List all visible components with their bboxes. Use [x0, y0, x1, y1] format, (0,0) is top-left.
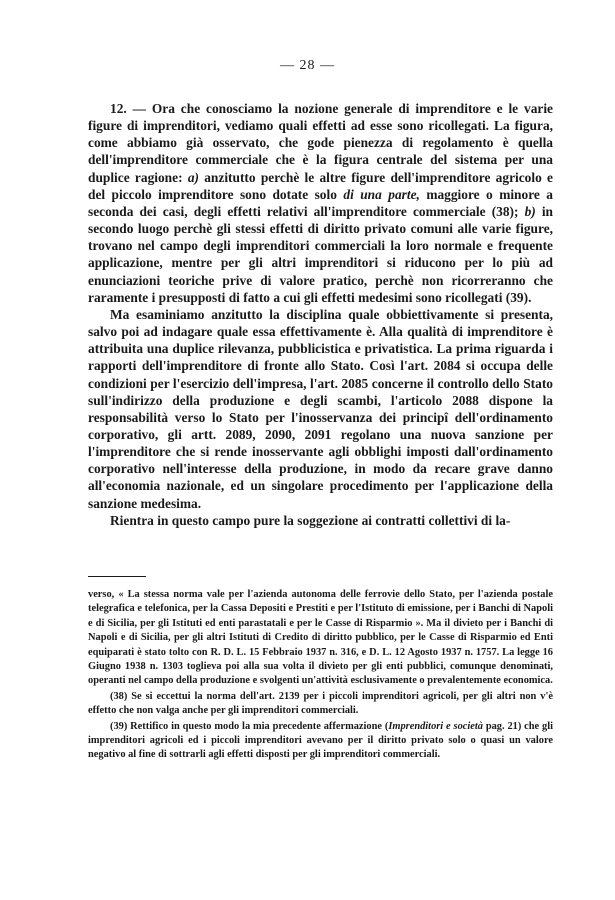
paragraph-12: [88, 100, 553, 306]
p1-text-2: anzitutto perchè le altre figure dell'imprenditore agricolo e del piccolo imprenditore sono dotate solo: [88, 169, 553, 202]
paragraph-rientra: Rientra in questo campo pure la soggezione ai contratti collettivi di la-: [110, 512, 511, 528]
p1-italic-parte: di una parte,: [343, 186, 420, 202]
footnote-38: (38) Se si eccettui la norma dell'art. 2139 per i piccoli imprenditori agricoli, per gli altri non v'è effetto che non valga anche per gli imprenditori commerciali.: [88, 690, 553, 717]
p1-text-3: maggiore o minore a seconda dei casi, degli effetti relativi all'imprenditore commerciale (38);: [88, 186, 553, 219]
footnote-39: [88, 720, 553, 763]
footnote-separator: [88, 576, 146, 577]
footnotes: [88, 588, 553, 763]
footnote-continuation: verso, « La stessa norma vale per l'azienda autonoma delle ferrovie dello Stato, per l'azienda postale telegrafica e telefonica, per la Cassa Depositi e Prestiti e per l'Istituto di emissione, per i Banchi di Napoli e di Sicilia, per gli Istituti ed enti parastatali e per le Casse di Risparmio ». Ma il divieto per i Banchi di Napoli e di Sicilia, per gli altri Istituti di Credito di diritto pubblico, per le Casse di Risparmio ed Enti equiparati è stato tolto con R. D. L. 15 Febbraio 1937 n. 316, e D. L. 12 Agosto 1937 n. 1757. La legge 16 Giugno 1938 n. 1303 toglieva poi alla sua volta il divieto per gli enti pubblici, comunque denominati, operanti nel campo della produzione e svolgenti un'attività esclusivamente o prevalentemente economica.: [88, 589, 553, 687]
n39-italic-title: Imprenditori e società: [388, 720, 483, 732]
p1-italic-a: a): [187, 169, 199, 185]
paragraph-disciplina: Ma esaminiamo anzitutto la disciplina quale obbiettivamente si presenta, salvo poi ad indagare quale essa effettivamente è. Alla qualità di imprenditore è attribuita una duplice rilevanza, pubblicistica e privatistica. La prima riguarda i rapporti dell'imprenditore di fronte allo Stato. Così l'art. 2084 si occupa delle condizioni per l'esercizio dell'impresa, l'art. 2085 concerne il controllo dello Stato sull'indirizzo della produzione e degli scambi, l'articolo 2088 dispone la responsabilità verso lo Stato per l'inosservanza dei principî dell'ordinamento corporativo, gli artt. 2089, 2090, 2091 regolano una nuova sanzione per l'imprenditore che si rende inosservante agli obblighi imposti dall'ordinamento corporativo nell'interesse della produzione, in modo da recare grave danno all'economia nazionale, ed un singolare procedimento per l'applicazione della sanzione medesima.: [88, 306, 553, 511]
n39-text-2: pag. 21) che gli imprenditori agricoli ed i piccoli imprenditori avevano per il diritto privato solo o quasi un valore negativo al fine di sottrarli agli effetti disposti per gli imprenditori commerciali.: [88, 720, 554, 761]
p1-text-1: 12. — Ora che conosciamo la nozione generale di imprenditore e le varie figure di imprenditori, vediamo quali effetti ad esse sono ricollegati. La figura, come abbiamo già osservato, che gode pienezza di regolamento è quella dell'imprenditore commerciale che è la figura centrale del sistema per una duplice ragione:: [88, 101, 553, 185]
p1-text-4: in secondo luogo perchè gli stessi effetti di diritto privato comuni alle varie figure, trovano nel campo degli imprenditori commerciali la loro normale e frequente applicazione, mentre per gli altri imprenditori si riducono per lo più ad enunciazioni teoriche prive di valore pratico, perchè non ricorreranno che raramente i presupposti di fatto a cui gli effetti medesimi sono ricollegati (39).: [88, 203, 554, 305]
p1-italic-b: b): [524, 203, 536, 219]
page-number: — 28 —: [280, 58, 335, 73]
n39-text-1: (39) Rettifico in questo modo la mia precedente affermazione (: [110, 720, 389, 732]
main-text: [88, 100, 553, 529]
